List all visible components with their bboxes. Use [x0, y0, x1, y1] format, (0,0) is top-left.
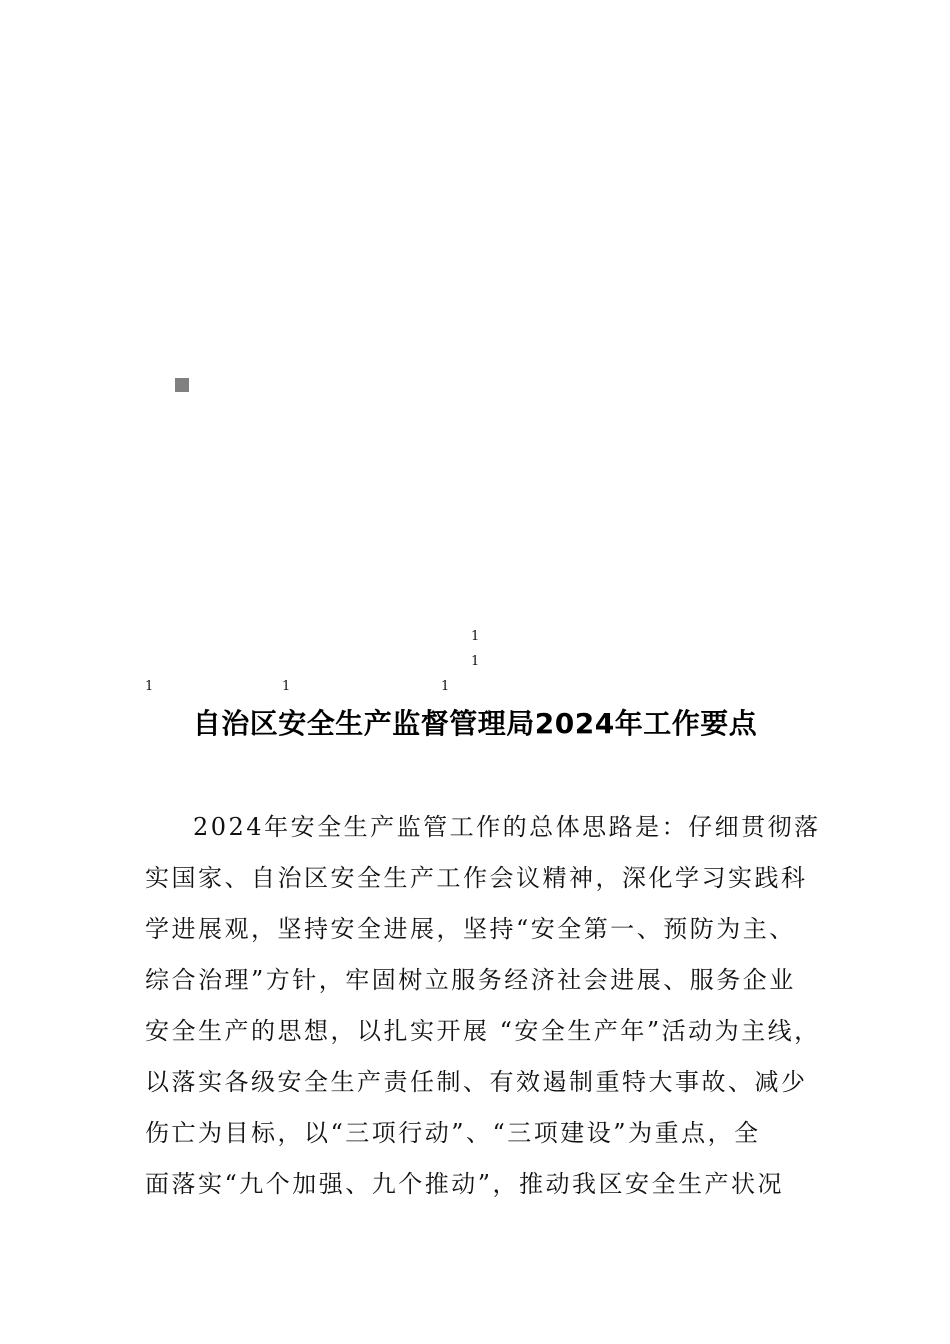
paragraph-line: 实国家、自治区安全生产工作会议精神，深化学习实践科 [145, 864, 808, 892]
body-paragraph [145, 803, 825, 1211]
document-title: 自治区安全生产监督管理局2024年工作要点 [192, 707, 758, 740]
paragraph-line: 学进展观，坚持安全进展，坚持“安全第一、预防为主、 [145, 915, 796, 943]
paragraph-line: 面落实“九个加强、九个推动”，推动我区安全生产状况 [145, 1170, 785, 1198]
gray-square-bullet-icon [175, 378, 189, 392]
page-marker: 1 [145, 679, 154, 694]
page-marker: 1 [471, 629, 480, 644]
paragraph-line: 综合治理”方针，牢固树立服务经济社会进展、服务企业 [145, 966, 796, 994]
page-marker: 1 [282, 679, 291, 694]
page-marker: 1 [471, 654, 480, 669]
paragraph-line: 以落实各级安全生产责任制、有效遏制重特大事故、减少 [145, 1068, 808, 1096]
paragraph-line: 2024年安全生产监管工作的总体思路是：仔细贯彻落 [193, 813, 821, 841]
paragraph-line: 伤亡为目标，以“三项行动”、“三项建设”为重点，全 [145, 1119, 761, 1147]
paragraph-line: 安全生产的思想，以扎实开展 “安全生产年”活动为主线， [145, 1017, 821, 1045]
page-marker: 1 [441, 679, 450, 694]
